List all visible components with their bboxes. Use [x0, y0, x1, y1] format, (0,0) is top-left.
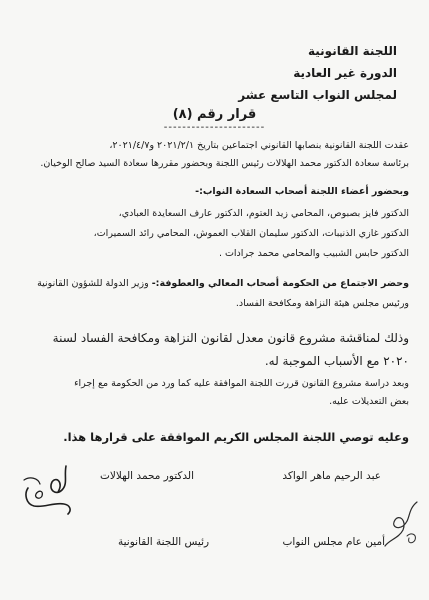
government-minister: وزير الدولة للشؤون القانونية [37, 278, 149, 289]
title-divider: ---------------------- [163, 122, 266, 133]
study-line-1: وبعد دراسة مشروع القانون قررت اللجنة الموافقة عليه كما ورد من الحكومة مع إجراء [74, 378, 409, 389]
committee-chair-title: رئيس اللجنة القانونية [118, 536, 210, 548]
committee-name: اللجنة القانونية [308, 44, 397, 58]
secretary-general-signature [377, 496, 427, 551]
intro-line-1: عقدت اللجنة القانونية بنصابها القانوني اجتماعين بتاريخ ٢٠٢١/٢/١ و٢٠٢١/٤/٧، [109, 140, 409, 151]
parliament-name: لمجلس النواب التاسع عشر [238, 88, 397, 102]
discussion-line-2: ٢٠٢٠ مع الأسباب الموجبة له. [264, 354, 409, 368]
session-name: الدورة غير العادية [293, 66, 397, 80]
government-heading: وحضر الاجتماع من الحكومة أصحاب المعالي والعطوفة:- [151, 278, 409, 289]
members-line-2: الدكتور غازي الذنيبات، الدكتور سليمان القلاب العموش، المحامي رائد السميرات، [93, 228, 409, 239]
government-line-1 [37, 278, 409, 289]
government-line-2: ورئيس مجلس هيئة النزاهة ومكافحة الفساد. [235, 298, 409, 309]
secretary-general-title: أمين عام مجلس النواب [282, 536, 385, 548]
committee-chair-name: الدكتور محمد الهلالات [100, 470, 195, 482]
members-line-1: الدكتور فايز بصبوص، المحامي زيد العتوم، الدكتور عارف السعايدة العبادي، [118, 208, 409, 219]
members-heading: وبحضور أعضاء اللجنة أصحاب السعادة النواب:- [195, 186, 409, 197]
study-line-2: بعض التعديلات عليه. [329, 396, 409, 407]
intro-line-2: برئاسة سعادة الدكتور محمد الهلالات رئيس اللجنة وبحضور مقررها سعادة السيد صالح الوخيان. [40, 158, 409, 169]
recommendation: وعليه توصي اللجنة المجلس الكريم الموافقة على قرارها هذا. [63, 430, 409, 444]
decision-title: قرار رقم (٨) [172, 107, 257, 122]
committee-chair-signature [18, 460, 80, 522]
discussion-line-1: وذلك لمناقشة مشروع قانون معدل لقانون النزاهة ومكافحة الفساد لسنة [52, 331, 409, 345]
members-line-3: الدكتور حابس الشبيب والمحامي محمد جرادات . [218, 248, 409, 259]
secretary-general-name: عبد الرحيم ماهر الواكد [282, 470, 381, 482]
